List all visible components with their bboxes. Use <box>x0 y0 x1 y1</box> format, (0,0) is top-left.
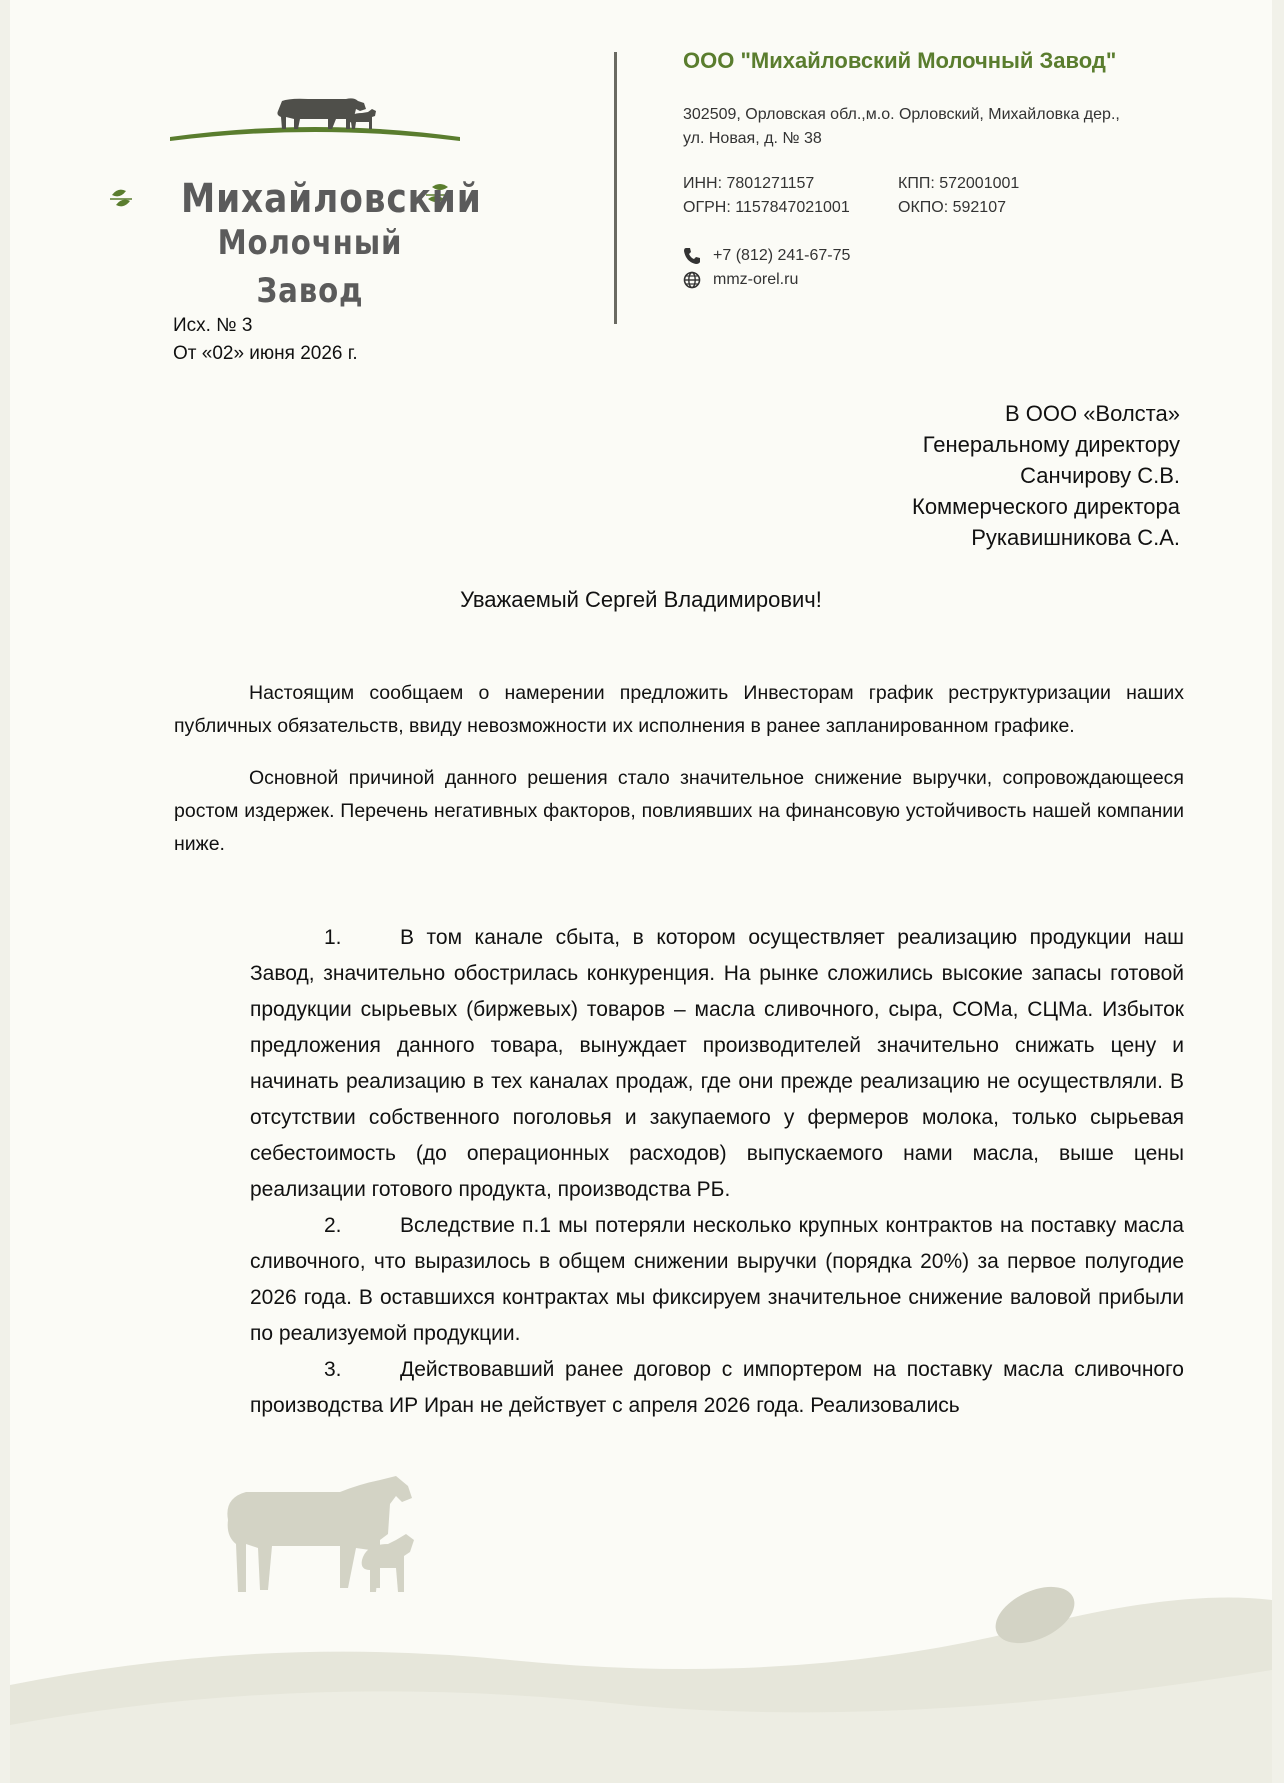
ogrn: ОГРН: 1157847021001 <box>683 199 850 216</box>
website-link[interactable]: mmz-orel.ru <box>713 271 799 288</box>
recipient-line5: Рукавишникова С.А. <box>971 525 1180 550</box>
address-line2: ул. Новая, д. № 38 <box>683 130 822 147</box>
logo-wordmark <box>160 175 482 315</box>
kpp: КПП: 572001001 <box>898 175 1020 192</box>
okpo: ОКПО: 592107 <box>898 199 1006 216</box>
outgoing-date: От «02» июня 2026 г. <box>173 343 358 364</box>
greeting: Уважаемый Сергей Владимирович! <box>460 587 822 612</box>
company-address <box>683 103 1120 151</box>
logo-line2: Молочный Завод <box>217 223 403 311</box>
company-requisites <box>683 172 1020 220</box>
company-name: ООО "Михайловский Молочный Завод" <box>683 48 1117 73</box>
phone-row <box>683 244 850 268</box>
recipient-line1: В ООО «Волста» <box>1004 401 1180 426</box>
requisites-col2 <box>898 172 1019 220</box>
outgoing-reference <box>173 312 358 368</box>
header-divider <box>614 52 617 324</box>
company-contacts <box>683 244 850 292</box>
paragraph-2: Основной причиной данного решения стало значительное снижение выручки, сопровождающееся ростом издержек. Перечень негативных факторов, повлиявших на финансовую устойчивость нашей компании ниже. <box>174 767 1184 855</box>
website-row <box>683 268 850 292</box>
letter-page <box>10 0 1272 1783</box>
phone-icon <box>683 247 701 265</box>
list-item <box>250 920 1184 1208</box>
footer-landscape-illustration <box>10 1440 1272 1783</box>
factors-list <box>250 920 1184 1424</box>
phone-number: +7 (812) 241-67-75 <box>713 247 851 264</box>
globe-icon <box>683 271 701 289</box>
list-item <box>250 1352 1184 1424</box>
list-item <box>250 1208 1184 1352</box>
inn: ИНН: 7801271157 <box>683 175 815 192</box>
outgoing-number: Исх. № 3 <box>173 315 253 336</box>
recipient-line3: Санчирову С.В. <box>1020 463 1180 488</box>
recipient-line2: Генеральному директору <box>922 432 1180 457</box>
recipient-block <box>912 398 1180 553</box>
list-item-text: Вследствие п.1 мы потеряли несколько крупных контрактов на поставку масла сливочного, что выразилось в общем снижении выручки (порядка 20%) за первое полугодие 2026 года. В оставшихся контрактах мы фиксируем значительное снижение валовой прибыли по реализуемой продукции. <box>250 1214 1184 1345</box>
recipient-line4: Коммерческого директора <box>912 494 1180 519</box>
list-item-number: 1. <box>324 926 342 949</box>
paragraph-1: Настоящим сообщаем о намерении предложить Инвесторам график реструктуризации наших публичных обязательств, ввиду невозможности их исполнения в ранее запланированном графике. <box>174 682 1184 737</box>
list-item-text: Действовавший ранее договор с импортером на поставку масла сливочного производства ИР Иран не действует с апреля 2026 года. Реализовались <box>250 1358 1184 1417</box>
list-item-number: 3. <box>324 1358 342 1381</box>
address-line1: 302509, Орловская обл.,м.о. Орловский, Михайловка дер., <box>683 106 1120 123</box>
list-item-number: 2. <box>324 1214 342 1237</box>
logo-line1: Михайловский <box>181 176 482 222</box>
letter-body <box>174 677 1184 880</box>
list-item-text: В том канале сбыта, в котором осуществляет реализацию продукции наш Завод, значительно обострилась конкуренция. На рынке сложились высокие запасы готовой продукции сырьевых (биржевых) товаров – масла сливочного, сыра, СОМа, СЦМа. Избыток предложения данного товара, вынуждает производителей значительно снижать цену и начинать реализацию в тех каналах продаж, где они прежде реализацию не осуществляли. В отсутствии собственного поголовья и закупаемого у фермеров молока, только сырьевая себестоимость (до операционных расходов) выпускаемого нами масла, выше цены реализации готового продукта, производства РБ. <box>250 926 1184 1201</box>
